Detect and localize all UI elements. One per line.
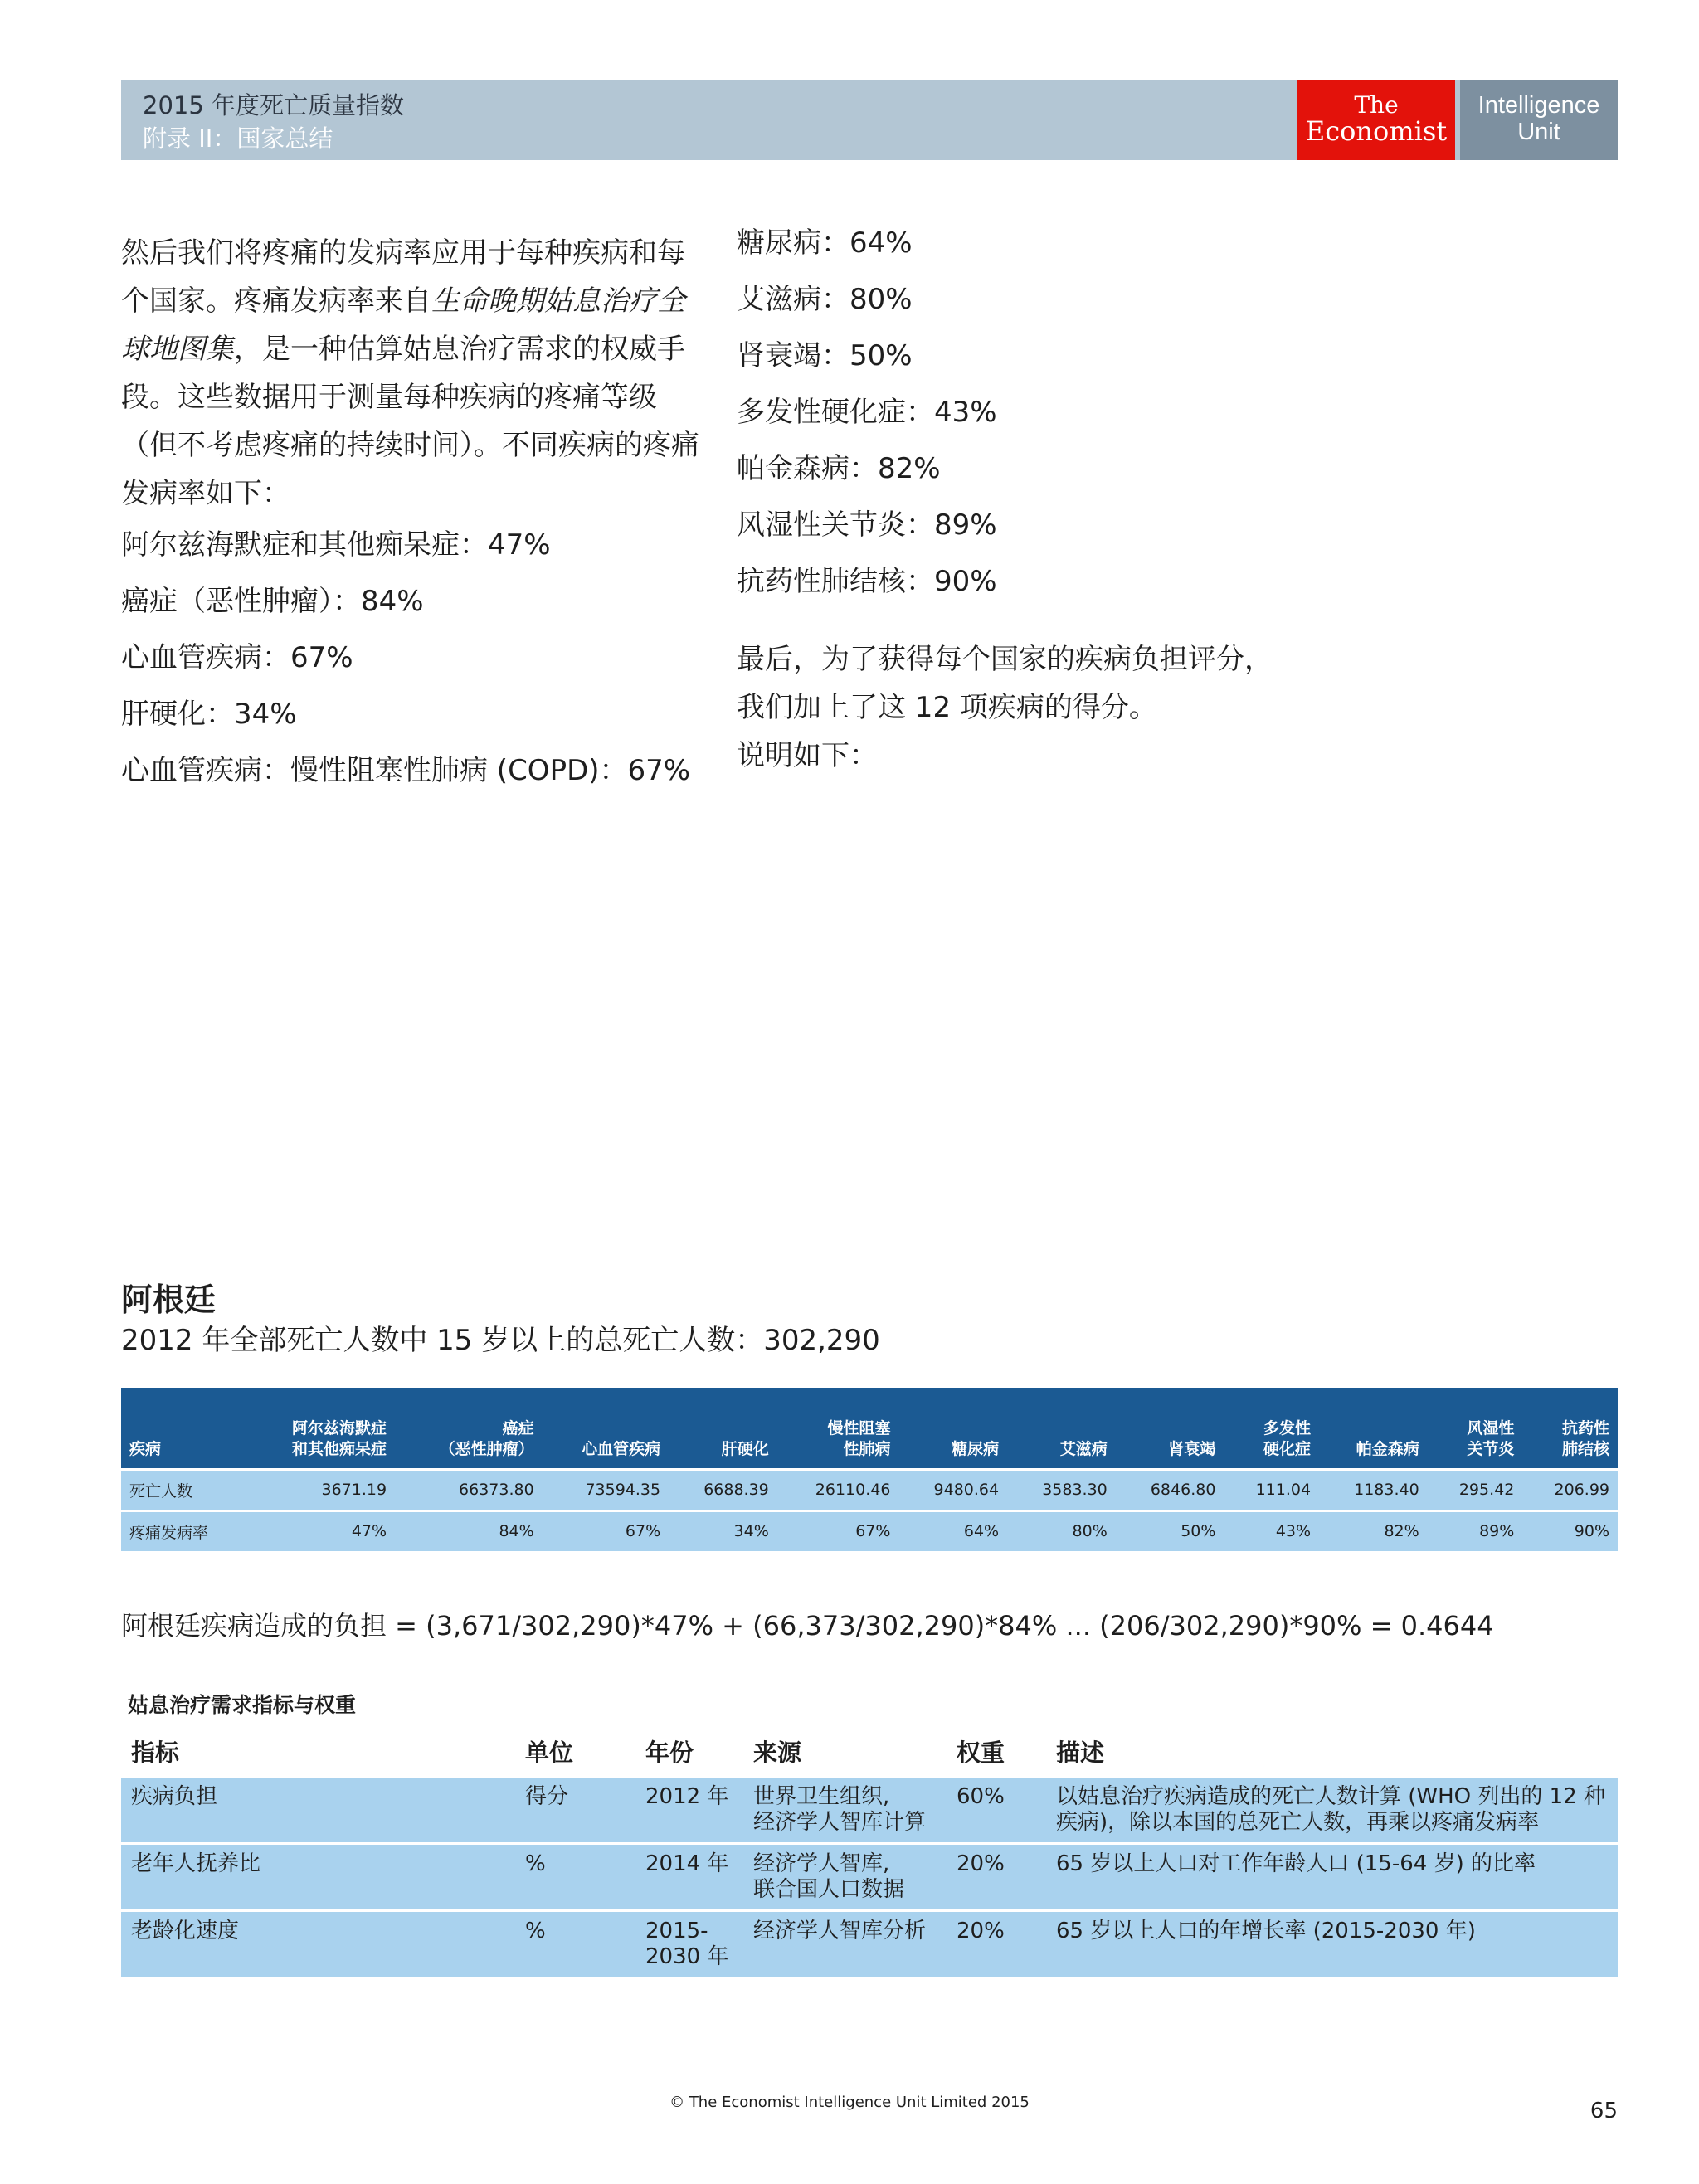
list-item: 糖尿病：64% [737, 226, 913, 260]
column-header-line: 帕金森病 [1356, 1439, 1419, 1458]
table-row [121, 1469, 1618, 1510]
table-cell: 66373.80 [395, 1469, 543, 1510]
pain-prevalence-list-left [121, 528, 710, 787]
description-cell [1046, 1777, 1618, 1844]
column-header [1224, 1388, 1319, 1469]
column-header [1116, 1388, 1224, 1469]
year-line: 2030 年 [645, 1944, 729, 1969]
column-header: 指标 [131, 1739, 180, 1767]
table-cell: 84% [395, 1510, 543, 1551]
table-row [121, 1844, 1618, 1911]
year-cell [635, 1844, 743, 1911]
column-header [1522, 1388, 1618, 1469]
table-cell: 3583.30 [1007, 1469, 1116, 1510]
eiu-logo [1460, 80, 1618, 160]
final-paragraph [737, 635, 1367, 780]
description-line: 65 岁以上人口对工作年龄人口 (15-64 岁) 的比率 [1056, 1851, 1536, 1876]
table-cell: 47% [247, 1510, 395, 1551]
source-line: 经济学人智库分析 [753, 1919, 927, 1943]
list-item: 风湿性关节炎：89% [737, 508, 997, 542]
disease-burden-table [121, 1388, 1618, 1551]
list-item: 心血管疾病：慢性阻塞性肺病 (COPD)：67% [121, 754, 691, 787]
source-cell [743, 1777, 947, 1844]
intro-atlas-title: 生命晚期姑息治疗全球地图集 [121, 285, 685, 366]
copyright-footer: © The Economist Intelligence Unit Limited 2015 [669, 2094, 1030, 2111]
intro-paragraph [121, 229, 710, 518]
column-header: 权重 [957, 1739, 1005, 1767]
year-cell [635, 1777, 743, 1844]
source-cell [743, 1844, 947, 1911]
table-cell: 43% [1224, 1510, 1319, 1551]
year-line: 2014 年 [645, 1851, 729, 1876]
column-header-line: 慢性阻塞 [827, 1418, 891, 1437]
column-header [898, 1388, 1007, 1469]
pain-prevalence-list-right [737, 226, 1367, 598]
column-header [247, 1388, 395, 1469]
column-header [669, 1388, 777, 1469]
weight-cell: 20% [947, 1844, 1046, 1911]
table-cell: 82% [1319, 1510, 1428, 1551]
source-line: 经济学人智库计算 [753, 1810, 927, 1835]
logo-the: The [1354, 91, 1399, 119]
intro-part2: ，是一种估算姑息治疗需求的权威手段。这些数据用于测量每种疾病的疼痛等级（但不考虑疼痛的持续时间）。不同疾病的疼痛发病率如下： [121, 333, 699, 510]
column-header-line: 糖尿病 [952, 1439, 1000, 1458]
table-cell: 34% [669, 1510, 777, 1551]
indicator-table-title: 姑息治疗需求指标与权重 [128, 1693, 357, 1717]
list-item: 抗药性肺结核：90% [737, 565, 997, 598]
column-header [121, 1388, 247, 1469]
table-cell: 295.42 [1428, 1469, 1523, 1510]
description-line: 疾病)，除以本国的总死亡人数，再乘以疼痛发病率 [1056, 1810, 1540, 1835]
column-header [777, 1388, 899, 1469]
table-row [121, 1777, 1618, 1844]
table-header-row [121, 1388, 1618, 1469]
description-cell [1046, 1844, 1618, 1911]
column-header-line: 阿尔兹海默症 [292, 1418, 387, 1437]
logo-unit: Unit [1517, 119, 1560, 145]
list-item: 帕金森病：82% [737, 452, 941, 485]
column-header [543, 1388, 669, 1469]
column-header-line: 肝硬化 [721, 1439, 769, 1458]
column-header-line: 艾滋病 [1059, 1439, 1108, 1458]
table-cell: 206.99 [1522, 1469, 1618, 1510]
column-header-line: （恶性肿瘤） [439, 1439, 534, 1458]
description-line: 以姑息治疗疾病造成的死亡人数计算 (WHO 列出的 12 种 [1056, 1784, 1606, 1809]
weight-cell: 20% [947, 1911, 1046, 1977]
table-cell: 26110.46 [777, 1469, 899, 1510]
source-line: 联合国人口数据 [753, 1877, 905, 1902]
column-header-line: 硬化症 [1263, 1439, 1312, 1458]
column-header-line: 癌症 [502, 1418, 534, 1437]
section-subtitle: 附录 II：国家总结 [143, 124, 333, 153]
indicator-weights-table [121, 1728, 1618, 1977]
column-header-line: 抗药性 [1561, 1418, 1609, 1437]
final-line-1: 最后，为了获得每个国家的疾病负担评分， [737, 643, 1273, 676]
final-line-3: 说明如下： [737, 739, 878, 772]
table-row [121, 1510, 1618, 1551]
source-cell [743, 1911, 947, 1977]
description-cell [1046, 1911, 1618, 1977]
indicator-cell: 疾病负担 [121, 1777, 515, 1844]
table-cell: 67% [777, 1510, 899, 1551]
left-column [121, 229, 710, 813]
table-cell: 64% [898, 1510, 1007, 1551]
table-header-row [121, 1728, 1618, 1777]
table-cell: 疼痛发病率 [121, 1510, 247, 1551]
table-cell: 80% [1007, 1510, 1116, 1551]
page-number: 65 [1589, 2099, 1618, 2123]
column-header: 来源 [753, 1739, 802, 1767]
table-cell: 6688.39 [669, 1469, 777, 1510]
table-cell: 6846.80 [1116, 1469, 1224, 1510]
table-cell: 3671.19 [247, 1469, 395, 1510]
column-header [1007, 1388, 1116, 1469]
column-header-line: 肾衰竭 [1168, 1439, 1216, 1458]
column-header-line: 疾病 [129, 1439, 162, 1458]
column-header-line: 风湿性 [1467, 1418, 1515, 1437]
column-header-line: 和其他痴呆症 [292, 1439, 387, 1458]
table-cell: 90% [1522, 1510, 1618, 1551]
country-heading: 阿根廷 [121, 1282, 217, 1318]
table-cell: 89% [1428, 1510, 1523, 1551]
year-line: 2015- [645, 1919, 708, 1943]
column-header: 描述 [1056, 1739, 1105, 1767]
unit-cell: % [515, 1844, 635, 1911]
year-line: 2012 年 [645, 1784, 729, 1809]
year-cell [635, 1911, 743, 1977]
right-column [737, 226, 1367, 780]
column-header-line: 性肺病 [843, 1439, 891, 1458]
list-item: 癌症（恶性肿瘤）：84% [121, 585, 424, 618]
column-header [1319, 1388, 1428, 1469]
economist-logo [1297, 80, 1455, 160]
indicator-cell: 老龄化速度 [121, 1911, 515, 1977]
intro-part1: 然后我们将疼痛的发病率应用于每种疾病和每个国家。疼痛发病率来自 [121, 236, 685, 318]
column-header-line: 肺结核 [1561, 1439, 1609, 1458]
list-item: 心血管疾病：67% [121, 641, 353, 674]
table-cell: 50% [1116, 1510, 1224, 1551]
country-deaths-subtitle: 2012 年全部死亡人数中 15 岁以上的总死亡人数：302,290 [121, 1324, 880, 1357]
list-item: 肝硬化：34% [121, 698, 297, 731]
table-cell: 9480.64 [898, 1469, 1007, 1510]
unit-cell: % [515, 1911, 635, 1977]
column-header-line: 心血管疾病 [582, 1439, 661, 1458]
list-item: 阿尔兹海默症和其他痴呆症：47% [121, 528, 551, 562]
table-cell: 死亡人数 [121, 1469, 247, 1510]
unit-cell: 得分 [515, 1777, 635, 1844]
column-header [395, 1388, 543, 1469]
table-cell: 73594.35 [543, 1469, 669, 1510]
source-line: 经济学人智库, [753, 1851, 890, 1876]
description-line: 65 岁以上人口的年增长率 (2015-2030 年) [1056, 1919, 1476, 1943]
report-title: 2015 年度死亡质量指数 [143, 91, 405, 119]
burden-formula: 阿根廷疾病造成的负担 = (3,671/302,290)*47% + (66,373/302,290)*84% ... (206/302,290)*90% = 0.4644 [121, 1610, 1494, 1642]
final-line-2: 我们加上了这 12 项疾病的得分。 [737, 691, 1157, 724]
indicator-cell: 老年人抚养比 [121, 1844, 515, 1911]
table-cell: 67% [543, 1510, 669, 1551]
column-header [1428, 1388, 1523, 1469]
table-row [121, 1911, 1618, 1977]
logo-economist: Economist [1305, 115, 1448, 147]
page-header [121, 80, 1618, 160]
weight-cell: 60% [947, 1777, 1046, 1844]
list-item: 艾滋病：80% [737, 283, 913, 316]
column-header: 年份 [645, 1739, 694, 1767]
table-cell: 111.04 [1224, 1469, 1319, 1510]
source-line: 世界卫生组织, [753, 1784, 890, 1809]
list-item: 肾衰竭：50% [737, 339, 913, 372]
column-header: 单位 [525, 1739, 574, 1767]
column-header-line: 关节炎 [1467, 1439, 1515, 1458]
logo-intelligence: Intelligence [1477, 92, 1600, 119]
column-header-line: 多发性 [1263, 1418, 1312, 1437]
table-cell: 1183.40 [1319, 1469, 1428, 1510]
list-item: 多发性硬化症：43% [737, 396, 997, 429]
